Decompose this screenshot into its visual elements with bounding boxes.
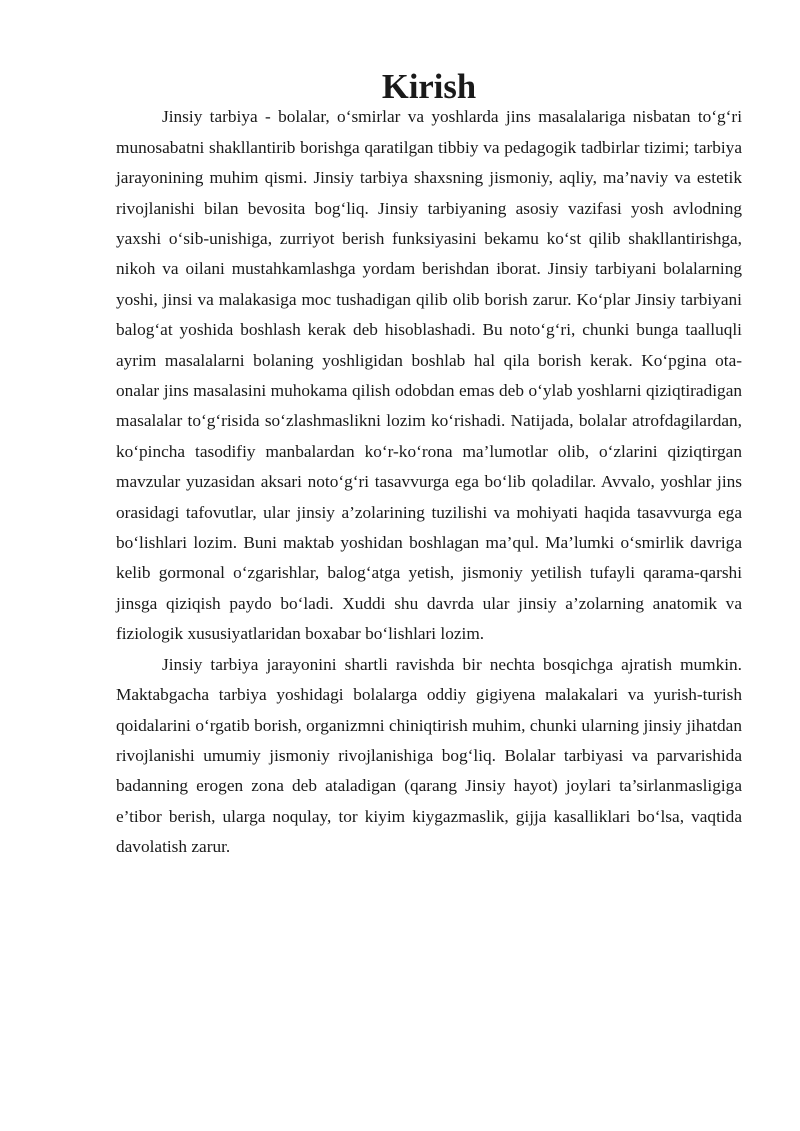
document-title: Kirish	[381, 68, 477, 106]
paragraph-2: Jinsiy tarbiya jarayonini shartli ravishda bir nechta bosqichga ajratish mumkin. Maktabgacha tarbiya yoshidagi bolalarga oddiy gigiyena malakalari va yurish-turish qoidalarini o‘rgatib borish, organizmni chiniqtirish muhim, chunki ularning jinsiy jihatdan rivojlanishi umumiy jismoniy rivojlanishiga bog‘liq. Bolalar tarbiyasi va parvarishida badanning erogen zona deb ataladigan (qarang Jinsiy hayot) joylari ta’sirlanmasligiga e’tibor berish, ularga noqulay, tor kiyim kiygazmaslik, gijja kasalliklari bo‘lsa, vaqtida davolatish zarur.	[116, 654, 742, 857]
paragraph-1: Jinsiy tarbiya - bolalar, o‘smirlar va yoshlarda jins masalalariga nisbatan to‘g‘ri munosabatni shakllantirib borishga qaratilgan tibbiy va pedagogik tadbirlar tizimi; tarbiya jarayonining muhim qismi. Jinsiy tarbiya shaxsning jismoniy, aqliy, ma’naviy va estetik rivojlanishi bilan bevosita bog‘liq. Jinsiy tarbiyaning asosiy vazifasi yosh avlodning yaxshi o‘sib-unishiga, zurriyot berish funksiyasini bekamu ko‘st qilib shakllantirishga, nikoh va oilani mustahkamlashga yordam berishdan iborat. Jinsiy tarbiyani bolalarning yoshi, jinsi va malakasiga moc tushadigan qilib olib borish zarur. Ko‘plar Jinsiy tarbiyani balog‘at yoshida boshlash kerak deb hisoblashadi. Bu noto‘g‘ri, chunki bunga taalluqli ayrim masalalarni bolaning yoshligidan boshlab hal qila borish kerak. Ko‘pgina ota-onalar jins masalasini muhokama qilish odobdan emas deb o‘ylab yoshlarni qiziqtiradigan masalalar to‘g‘risida so‘zlashmaslikni lozim ko‘rishadi. Natijada, bolalar atrofdagilardan, ko‘pincha tasodifiy manbalardan ko‘r-ko‘rona ma’lumotlar olib, o‘zlarini qiziqtirgan mavzular yuzasidan aksari noto‘g‘ri tasavvurga ega bo‘lib qoladilar. Avvalo, yoshlar jins orasidagi tafovutlar, ular jinsiy a’zolarining tuzilishi va mohiyati haqida tasavvurga ega bo‘lishlari lozim. Buni maktab yoshidan boshlagan ma’qul. Ma’lumki o‘smirlik davriga kelib gormonal o‘zgarishlar, balog‘atga yetish, jismoniy yetilish tufayli qarama-qarshi jinsga qiziqish paydo bo‘ladi. Xuddi shu davrda ular jinsiy a’zolarning anatomik va fiziologik xususiyatlaridan boxabar bo‘lishlari lozim.	[116, 107, 742, 644]
document-page	[116, 68, 742, 863]
